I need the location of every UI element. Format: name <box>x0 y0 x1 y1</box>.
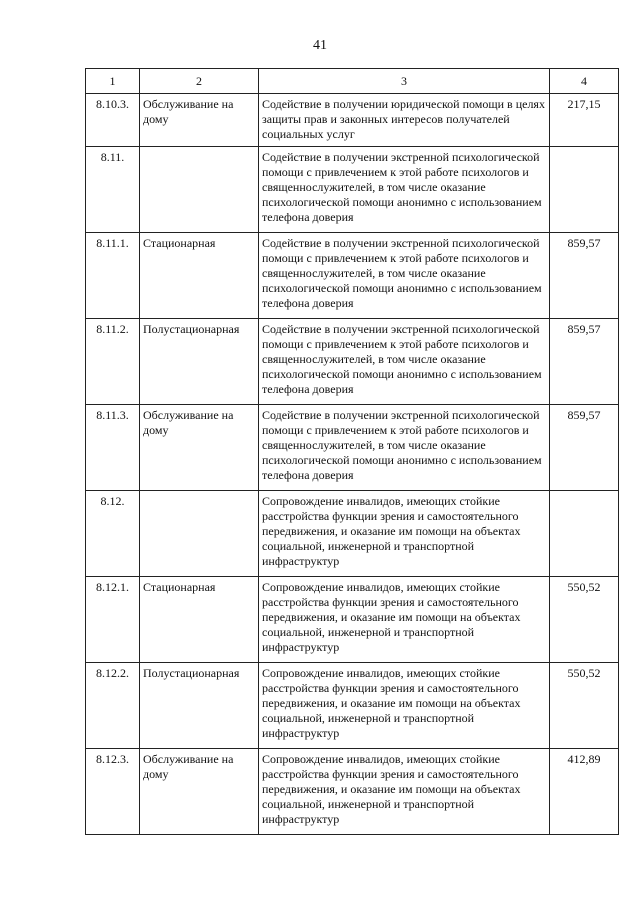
service-price: 859,57 <box>550 319 619 405</box>
service-price <box>550 491 619 577</box>
table-row <box>86 233 619 319</box>
service-price: 859,57 <box>550 405 619 491</box>
service-price: 550,52 <box>550 663 619 749</box>
row-number: 8.11.3. <box>86 405 140 491</box>
service-form: Обслуживание на дому <box>140 405 259 491</box>
service-description: Сопровождение инвалидов, имеющих стойкие расстройства функции зрения и самостоятельного передвижения, и оказание им помощи на объектах социальной, инженерной и транспортной инфраструктур <box>259 663 550 749</box>
service-form: Полустационарная <box>140 319 259 405</box>
header-row <box>86 69 619 94</box>
table-row <box>86 663 619 749</box>
row-number: 8.10.3. <box>86 94 140 147</box>
service-description: Содействие в получении экстренной психологической помощи с привлечением к этой работе психологов и священнослужителей, в том числе оказание психологической помощи анонимно с использованием телефона доверия <box>259 405 550 491</box>
table-row <box>86 94 619 147</box>
header-col-service: 3 <box>259 69 550 94</box>
row-number: 8.12.2. <box>86 663 140 749</box>
service-price: 217,15 <box>550 94 619 147</box>
table-row <box>86 405 619 491</box>
row-number: 8.11.1. <box>86 233 140 319</box>
service-description: Содействие в получении юридической помощи в целях защиты прав и законных интересов получателей социальных услуг <box>259 94 550 147</box>
service-form <box>140 147 259 233</box>
service-form: Стационарная <box>140 233 259 319</box>
row-number: 8.11.2. <box>86 319 140 405</box>
table-row <box>86 319 619 405</box>
service-form: Обслуживание на дому <box>140 94 259 147</box>
service-description: Сопровождение инвалидов, имеющих стойкие расстройства функции зрения и самостоятельного передвижения, и оказание им помощи на объектах социальной, инженерной и транспортной инфраструктур <box>259 577 550 663</box>
table-row <box>86 749 619 835</box>
header-col-number: 1 <box>86 69 140 94</box>
tariff-table <box>85 68 619 835</box>
service-description: Сопровождение инвалидов, имеющих стойкие расстройства функции зрения и самостоятельного передвижения, и оказание им помощи на объектах социальной, инженерной и транспортной инфраструктур <box>259 749 550 835</box>
row-number: 8.12.3. <box>86 749 140 835</box>
row-number: 8.11. <box>86 147 140 233</box>
table-body <box>86 94 619 835</box>
header-col-form: 2 <box>140 69 259 94</box>
service-form: Полустационарная <box>140 663 259 749</box>
table-row <box>86 491 619 577</box>
service-price: 859,57 <box>550 233 619 319</box>
header-col-price: 4 <box>550 69 619 94</box>
service-form: Стационарная <box>140 577 259 663</box>
service-form <box>140 491 259 577</box>
row-number: 8.12. <box>86 491 140 577</box>
table-row <box>86 147 619 233</box>
service-description: Содействие в получении экстренной психологической помощи с привлечением к этой работе психологов и священнослужителей, в том числе оказание психологической помощи анонимно с использованием телефона доверия <box>259 147 550 233</box>
table-row <box>86 577 619 663</box>
service-price: 550,52 <box>550 577 619 663</box>
service-price <box>550 147 619 233</box>
row-number: 8.12.1. <box>86 577 140 663</box>
service-description: Содействие в получении экстренной психологической помощи с привлечением к этой работе психологов и священнослужителей, в том числе оказание психологической помощи анонимно с использованием телефона доверия <box>259 233 550 319</box>
service-price: 412,89 <box>550 749 619 835</box>
service-description: Сопровождение инвалидов, имеющих стойкие расстройства функции зрения и самостоятельного передвижения, и оказание им помощи на объектах социальной, инженерной и транспортной инфраструктур <box>259 491 550 577</box>
table-header <box>86 69 619 94</box>
page-number: 41 <box>313 38 327 53</box>
service-form: Обслуживание на дому <box>140 749 259 835</box>
service-description: Содействие в получении экстренной психологической помощи с привлечением к этой работе психологов и священнослужителей, в том числе оказание психологической помощи анонимно с использованием телефона доверия <box>259 319 550 405</box>
